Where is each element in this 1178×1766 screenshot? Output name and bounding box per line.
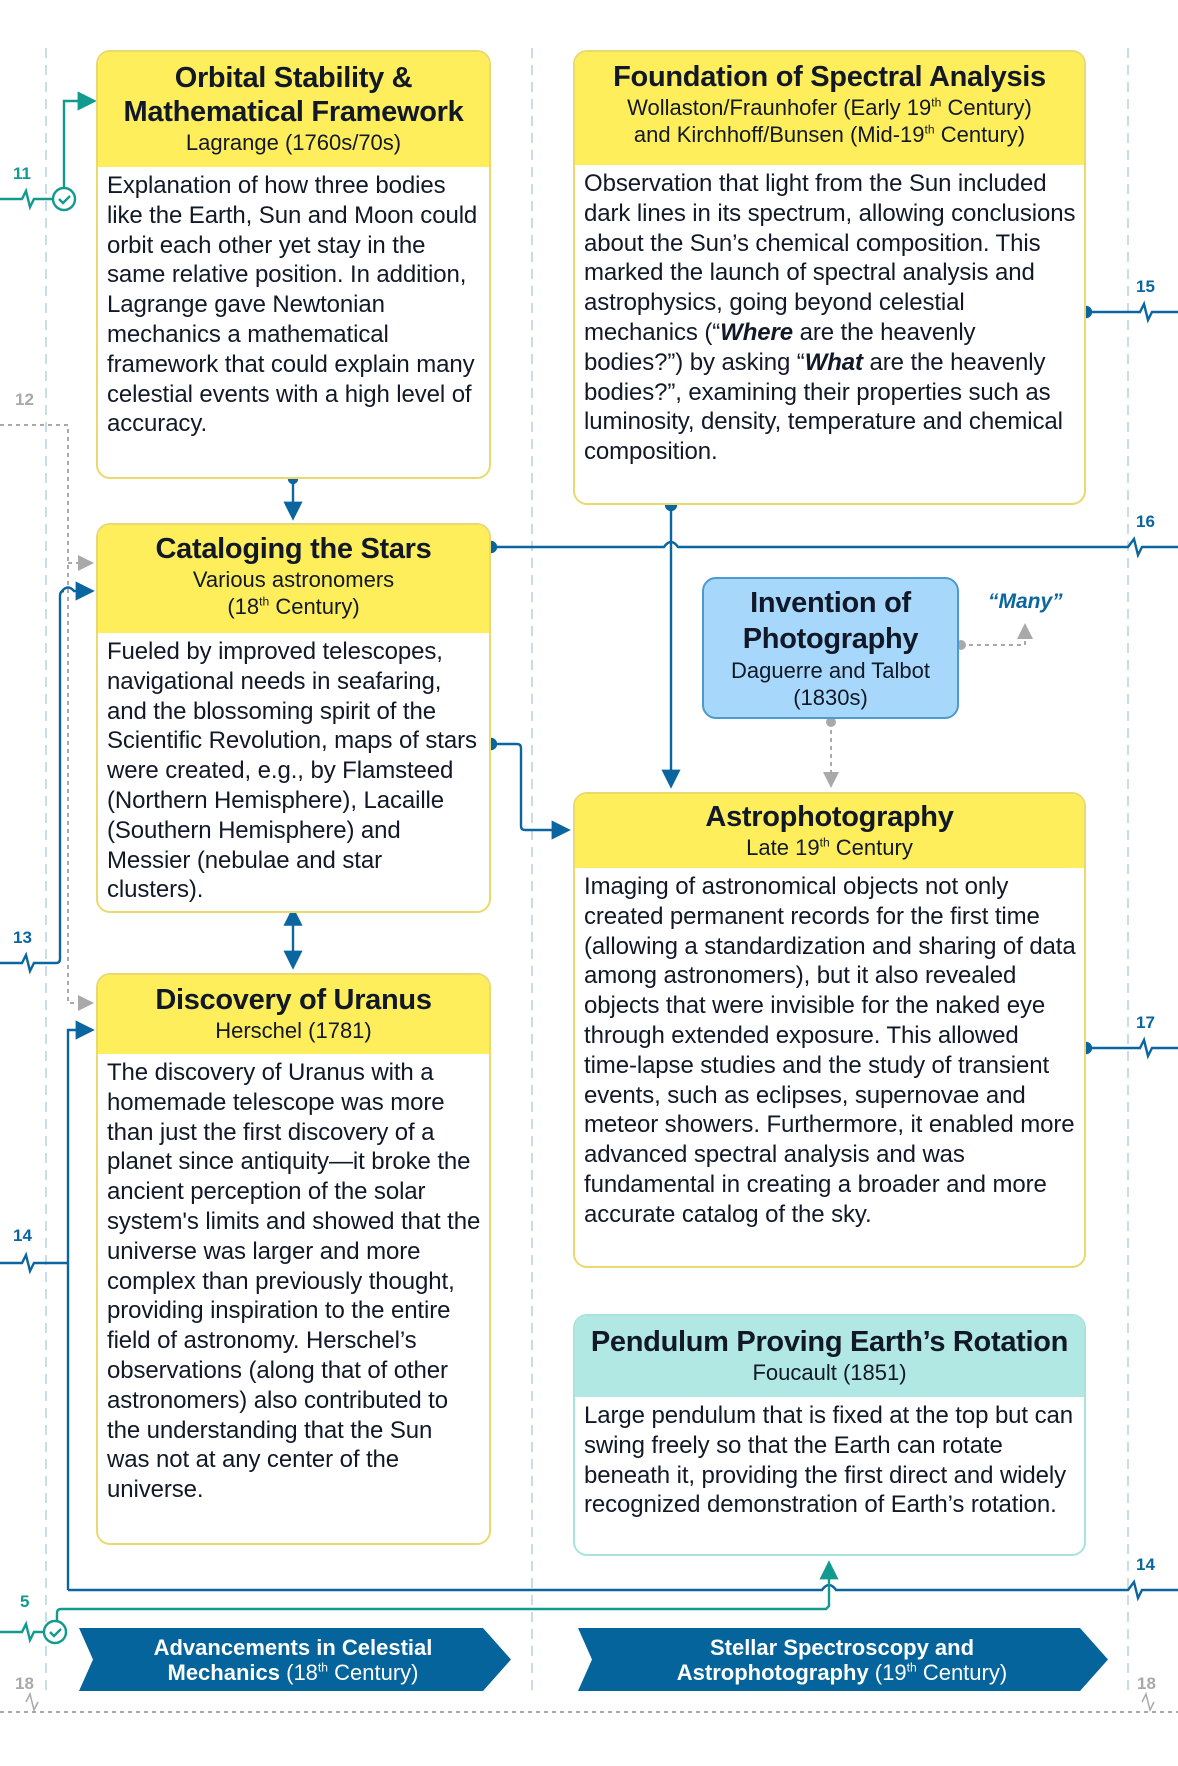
card-subtitle: Foucault (1851) — [752, 1360, 907, 1385]
card-header — [575, 52, 1084, 165]
card-body: Large pendulum that is fixed at the top but can swing freely so that the Earth can rotate beneath it, providing the first direct and widely recognized demonstration of Earth’s rotation. — [584, 1402, 1073, 1519]
connector-label-13: 13 — [13, 928, 32, 947]
card-orbital-stability[interactable] — [96, 50, 491, 479]
connector-label-11: 11 — [13, 164, 31, 183]
card-header — [575, 794, 1084, 868]
card-header — [575, 1316, 1084, 1397]
card-subtitle-2: (18th Century) — [227, 594, 360, 619]
era-banner-celestial-mechanics[interactable] — [73, 1628, 513, 1691]
card-subtitle-2: and Kirchhoff/Bunsen (Mid-19th Century) — [633, 122, 1026, 147]
card-subtitle: Late 19th Century — [746, 835, 913, 860]
connector-label-18-left: 18 — [15, 1674, 34, 1693]
card-title: Invention of Photography — [742, 587, 919, 655]
card-title: Cataloging the Stars — [155, 533, 432, 565]
card-subtitle: Lagrange (1760s/70s) — [185, 130, 402, 155]
card-subtitle-2: (1830s) — [793, 685, 868, 710]
card-spectral-analysis[interactable] — [573, 50, 1086, 505]
card-cataloging-stars[interactable] — [96, 523, 491, 913]
banner-line-1: Stellar Spectroscopy and — [709, 1634, 975, 1660]
banner-line-2: Astrophotography (19th Century) — [676, 1659, 1008, 1685]
card-title: Orbital Stability & Mathematical Framework — [123, 62, 464, 128]
era-banner-spectroscopy[interactable] — [574, 1628, 1110, 1691]
card-title: Astrophotography — [705, 801, 954, 833]
card-header — [98, 52, 489, 167]
connector-label-12: 12 — [15, 390, 34, 409]
card-body: Imaging of astronomical objects not only created permanent records for the first time (allowing a standardization and sharing of data among astronomers), but it also revealed objects that were invisible for the naked eye through extended exposure. This allowed time-lapse studies and the study of transient events, such as eclipses, supernovae and meteor showers. Furthermore, it enabled more advanced spectral analysis and was fundamental in creating a broader and more accurate catalog of the sky. — [584, 873, 1076, 1228]
card-subtitle: Various astronomers — [192, 567, 395, 592]
connector-label-14-left: 14 — [13, 1226, 32, 1245]
connector-label-15: 15 — [1136, 277, 1155, 296]
card-header — [98, 525, 489, 633]
card-title: Pendulum Proving Earth’s Rotation — [590, 1326, 1069, 1358]
connector-label-5: 5 — [20, 1592, 30, 1611]
card-body: Observation that light from the Sun included dark lines in its spectrum, allowing conclusions about the Sun’s chemical composition. This marked the launch of spectral analysis and astrophysics, going beyond celestial mechanics (“Where are the heavenly bodies?”) by asking “What are the heavenly bodies?”, examining their properties such as luminosity, density, temperature and chemical composition. — [584, 170, 1076, 466]
card-pendulum[interactable] — [573, 1314, 1086, 1556]
connector-label-18-right: 18 — [1137, 1674, 1156, 1693]
card-astrophotography[interactable] — [573, 792, 1086, 1268]
banner-line-2: Mechanics (18th Century) — [167, 1659, 419, 1685]
card-title: Discovery of Uranus — [155, 984, 432, 1016]
card-subtitle: Daguerre and Talbot — [731, 658, 930, 683]
card-header — [704, 579, 957, 717]
card-body: Fueled by improved telescopes, navigational needs in seafaring, and the blossoming spirit of the Scientific Revolution, maps of stars were created, e.g., by Flamsteed (Northern Hemisphere), Lacaille (Southern Hemisphere) and Messier (nebulae and star clusters). — [107, 638, 477, 904]
connector-label-16: 16 — [1136, 512, 1155, 531]
connector-label-14-right: 14 — [1136, 1555, 1155, 1574]
card-body: Explanation of how three bodies like the Earth, Sun and Moon could orbit each other yet stay in the same relative position. In addition, Lagrange gave Newtonian mechanics a mathematical framework that could explain many celestial events with a high level of accuracy. — [107, 172, 478, 438]
connector-label-17: 17 — [1136, 1013, 1155, 1032]
card-header — [98, 975, 489, 1054]
card-invention-photography[interactable] — [702, 577, 959, 719]
card-discovery-uranus[interactable] — [96, 973, 491, 1545]
many-annotation: “Many” — [988, 590, 1063, 613]
card-title: Foundation of Spectral Analysis — [613, 61, 1046, 93]
card-body: The discovery of Uranus with a homemade telescope was more than just the first discovery of a planet since antiquity—it broke the ancient perception of the solar system's limits and showed that the universe was larger and more complex than previously thought, providing inspiration to the entire field of astronomy. Herschel’s observations (along that of other astronomers) also contributed to the understanding that the Sun was not at any center of the universe. — [107, 1059, 481, 1504]
card-subtitle: Herschel (1781) — [215, 1018, 372, 1043]
card-subtitle: Wollaston/Fraunhofer (Early 19th Century) — [627, 95, 1032, 120]
banner-line-1: Advancements in Celestial — [153, 1634, 433, 1660]
